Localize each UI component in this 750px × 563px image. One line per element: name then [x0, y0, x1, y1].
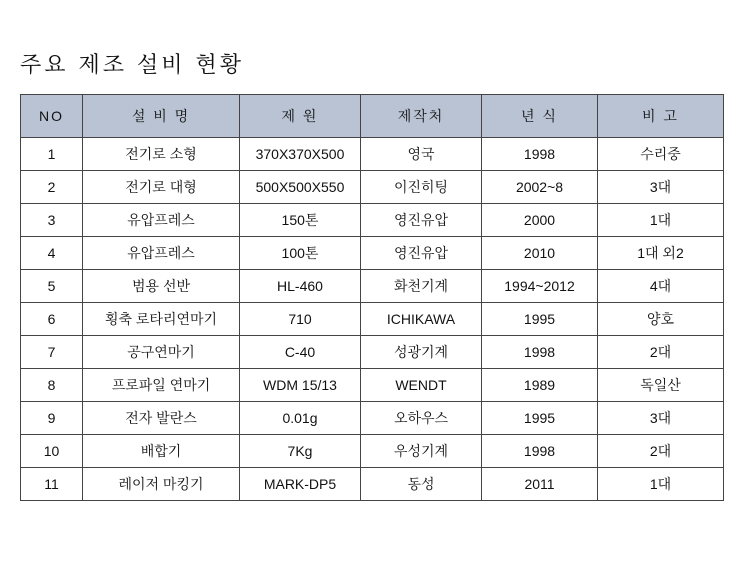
cell-equipment-name: 레이저 마킹기: [83, 468, 240, 501]
cell-manufacturer: 화천기계: [361, 270, 482, 303]
cell-year: 2011: [482, 468, 598, 501]
cell-remarks: 2대: [598, 435, 724, 468]
cell-equipment-name: 범용 선반: [83, 270, 240, 303]
table-row: [21, 303, 724, 336]
cell-equipment-name: 전기로 소형: [83, 138, 240, 171]
cell-no: 10: [21, 435, 83, 468]
cell-no: 1: [21, 138, 83, 171]
header-spec: 제 원: [240, 95, 361, 138]
header-manufacturer: 제작처: [361, 95, 482, 138]
cell-no: 8: [21, 369, 83, 402]
cell-remarks: 1대 외2: [598, 237, 724, 270]
cell-manufacturer: 영진유압: [361, 204, 482, 237]
cell-year: 1998: [482, 138, 598, 171]
table-body: [21, 138, 724, 501]
cell-equipment-name: 전기로 대형: [83, 171, 240, 204]
cell-year: 2000: [482, 204, 598, 237]
table-row: [21, 468, 724, 501]
header-row: [21, 95, 724, 138]
header-no: NO: [21, 95, 83, 138]
cell-spec: 500X500X550: [240, 171, 361, 204]
cell-remarks: 1대: [598, 468, 724, 501]
cell-equipment-name: 전자 발란스: [83, 402, 240, 435]
cell-spec: 150톤: [240, 204, 361, 237]
cell-year: 2010: [482, 237, 598, 270]
cell-manufacturer: 성광기계: [361, 336, 482, 369]
cell-year: 1998: [482, 435, 598, 468]
cell-no: 9: [21, 402, 83, 435]
table-header: [21, 95, 724, 138]
table-row: [21, 204, 724, 237]
cell-equipment-name: 배합기: [83, 435, 240, 468]
cell-manufacturer: 우성기계: [361, 435, 482, 468]
cell-no: 7: [21, 336, 83, 369]
table-row: [21, 402, 724, 435]
cell-no: 11: [21, 468, 83, 501]
cell-no: 6: [21, 303, 83, 336]
cell-year: 1995: [482, 402, 598, 435]
cell-equipment-name: 공구연마기: [83, 336, 240, 369]
cell-remarks: 3대: [598, 402, 724, 435]
cell-remarks: 양호: [598, 303, 724, 336]
cell-spec: WDM 15/13: [240, 369, 361, 402]
table-row: [21, 369, 724, 402]
cell-no: 2: [21, 171, 83, 204]
cell-equipment-name: 유압프레스: [83, 237, 240, 270]
cell-spec: 710: [240, 303, 361, 336]
cell-equipment-name: 유압프레스: [83, 204, 240, 237]
cell-manufacturer: 영국: [361, 138, 482, 171]
cell-year: 1994~2012: [482, 270, 598, 303]
cell-manufacturer: 동성: [361, 468, 482, 501]
cell-remarks: 독일산: [598, 369, 724, 402]
cell-remarks: 1대: [598, 204, 724, 237]
cell-spec: HL-460: [240, 270, 361, 303]
table-row: [21, 237, 724, 270]
cell-spec: 7Kg: [240, 435, 361, 468]
cell-spec: 370X370X500: [240, 138, 361, 171]
cell-no: 5: [21, 270, 83, 303]
cell-remarks: 4대: [598, 270, 724, 303]
page-title: 주요 제조 설비 현황: [20, 53, 244, 78]
cell-manufacturer: WENDT: [361, 369, 482, 402]
table-row: [21, 171, 724, 204]
header-equipment-name: 설 비 명: [83, 95, 240, 138]
cell-remarks: 3대: [598, 171, 724, 204]
cell-spec: MARK-DP5: [240, 468, 361, 501]
cell-year: 2002~8: [482, 171, 598, 204]
cell-year: 1995: [482, 303, 598, 336]
cell-equipment-name: 프로파일 연마기: [83, 369, 240, 402]
table-row: [21, 270, 724, 303]
cell-manufacturer: ICHIKAWA: [361, 303, 482, 336]
cell-year: 1998: [482, 336, 598, 369]
header-year: 년 식: [482, 95, 598, 138]
cell-spec: C-40: [240, 336, 361, 369]
cell-year: 1989: [482, 369, 598, 402]
table-row: [21, 138, 724, 171]
cell-remarks: 2대: [598, 336, 724, 369]
cell-remarks: 수리중: [598, 138, 724, 171]
cell-manufacturer: 이진히팅: [361, 171, 482, 204]
table-row: [21, 336, 724, 369]
cell-no: 3: [21, 204, 83, 237]
cell-manufacturer: 영진유압: [361, 237, 482, 270]
equipment-table: [20, 94, 724, 501]
cell-manufacturer: 오하우스: [361, 402, 482, 435]
cell-no: 4: [21, 237, 83, 270]
cell-equipment-name: 횡축 로타리연마기: [83, 303, 240, 336]
table-row: [21, 435, 724, 468]
header-remarks: 비 고: [598, 95, 724, 138]
cell-spec: 0.01g: [240, 402, 361, 435]
cell-spec: 100톤: [240, 237, 361, 270]
